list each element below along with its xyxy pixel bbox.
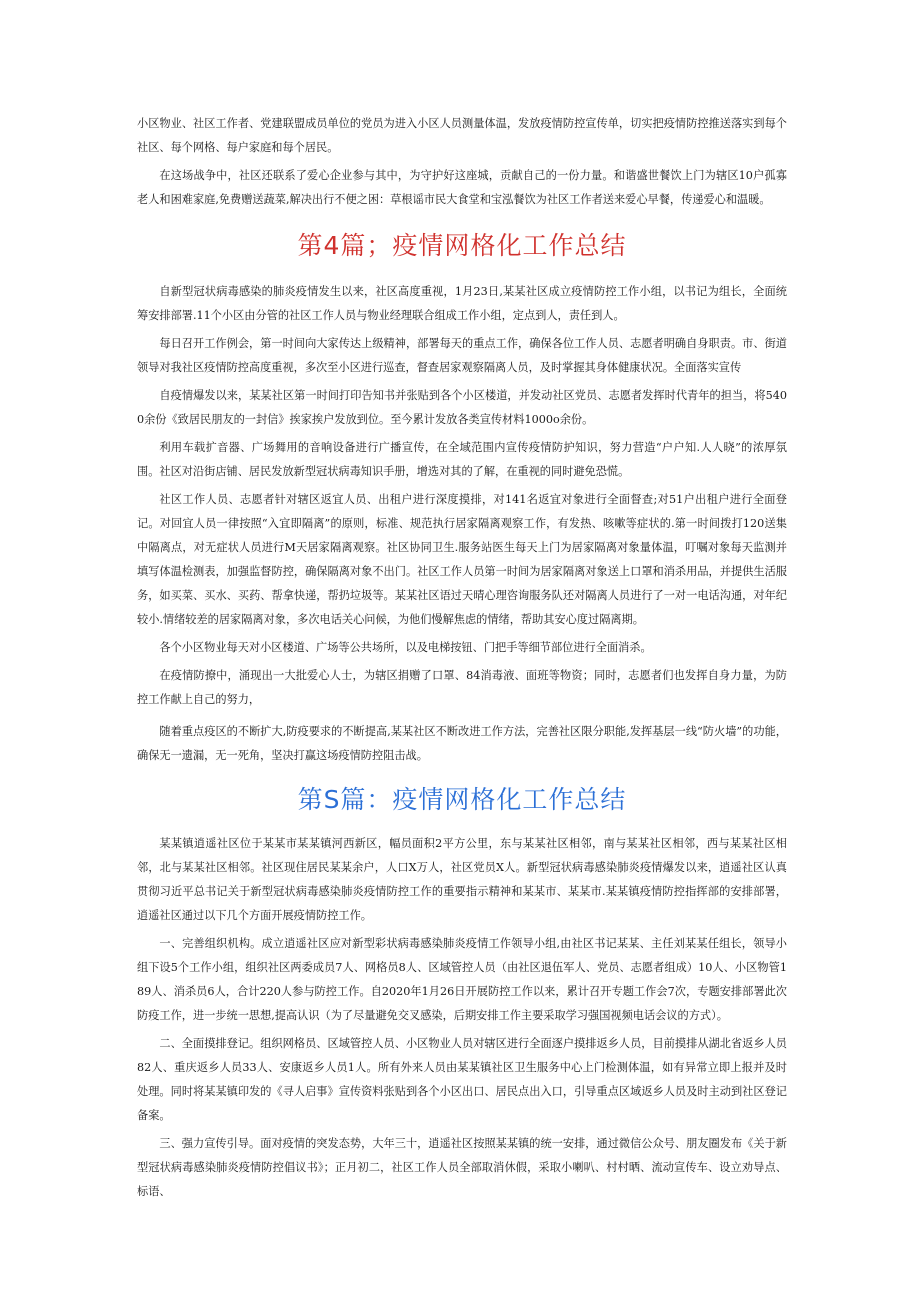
section-4-paragraph: 社区工作人员、志愿者针对辖区返宜人员、出租户进行深度摸排，对141名返宜对象进行全面督查;对51户出租户进行全面登记。对回宜人员一律按照“入宜即隔离”的原则，标准、规范执行居家隔离观察工作，有发热、咳嗽等症状的.第一时间拨打120送集中隔离点，对无症状人员进行M天居家隔离观察。社区协同卫生.服务站医生每天上门为居家隔离对象量体温，叮嘱对象每天监测并填写体温检测表，加强监督防控，确保隔离对象不出门。社区工作人员第一时间为居家隔离对象送上口罩和消杀用品，并提供生活服务，如买菜、买水、买药、帮拿快递，帮扔垃圾等。某某社区语过天晴心理咨询服务队还对隔离人员进行了一对一电话沟通，对年纪较小.情绪较差的居家隔离对象，多次电话关心问候，为他们慢解焦虑的情绪，帮助其安心度过隔离期。 [137, 493, 787, 626]
section-4-paragraph: 各个小区物业每天对小区楼道、广场等公共场所，以及电梯按钮、门把手等细节部位进行全面消杀。 [159, 641, 652, 654]
section-4-paragraph: 每日召开工作例会，第一时间向大家传达上级精神，部署每天的重点工作，确保各位工作人员、志愿者明确自身职责。市、街道领导对我社区疫情防控高度重视，多次至小区进行巡查，督查居家观察隔离人员，及时掌握其身体健康状况。全面落实宣传 [137, 337, 787, 374]
section-5-paragraph: 三、强力宣传引导。面对疫情的突发态势，大年三十，逍遥社区按照某某镇的统一安排，通过微信公众号、朋友圈发布《关于新型冠状病毒感染肺炎疫情防控倡议书》；正月初二，社区工作人员全部取消休假，采取小喇叭、村村晒、流动宣传车、设立劝导点、标语、 [137, 1137, 787, 1198]
section-4-paragraph: 随着重点疫区的不断扩大,防疫要求的不断提高,某某社区不断改进工作方法，完善社区限分职能,发挥基层一线“防火墙”的功能，确保无一遗漏，无一死角，坚决打赢这场疫情防控阻击战。 [137, 725, 787, 762]
intro-paragraph-1: 小区物业、社区工作者、党建联盟成员单位的党员为进入小区人员测量体温，发放疫情防控宣传单，切实把疫情防控推送落实到每个社区、每个网格、每户家庭和每个居民。 [137, 117, 787, 154]
section-4-title: 第4篇；疫情网格化工作总结 [297, 231, 627, 260]
section-4-paragraph: 在疫情防撩中，涌现出一大批爱心人士，为辖区捐赠了口罩、84消毒液、面班等物资；同时，志愿者们也发挥自身力量，为防控工作献上自己的努力， [137, 669, 787, 706]
section-5-paragraph: 二、全面摸排登记。组织网格员、区域管控人员、小区物业人员对辖区进行全面逐户摸排返乡人员，目前摸排从湖北省返乡人员82人、重庆返乡人员33人、安康返乡人员1人。所有外来人员由某某镇社区卫生服务中心上门检测体温，如有异常立即上报并及时处理。同时将某某镇印发的《寻人启事》宣传资料张贴到各个小区出口、居民点出入口，引导重点区域返乡人员及时主动到社区登记备案。 [137, 1037, 787, 1122]
section-4-paragraph: 利用车载扩音器、广场舞用的音响设备进行广播宣传，在全域范围内宣传疫情防护知识，努力营造“户户知.人人晓”的浓厚氛围。社区对沿街店铺、居民发放新型冠状病毒知识手册，增选对其的了解，在重视的同时避免恐慌。 [137, 441, 787, 478]
section-5-paragraph: 某某镇逍遥社区位于某某市某某镇河西新区，幅员面积2平方公里，东与某某社区相邻，南与某某社区相邻，西与某某社区相邻，北与某某社区相邻。社区现住居民某某余户，人口X万人，社区党员X人。新型冠状病毒感染肺炎疫情爆发以来，逍遥社区认真贯彻习近平总书记关于新型冠状病毒感染肺炎疫情防控工作的重要指示精神和某某市、某某市.某某镇疫情防控指挥部的安排部署，逍遥社区通过以下几个方面开展疫情防控工作。 [137, 837, 787, 922]
section-5-paragraph: 一、完善组织机构。成立逍遥社区应对新型彩状病毒感染肺炎疫情工作领导小组,由社区书记某某、主任刘某某任组长，领导小组下设5个工作小组，组织社区两委成员7人、网格员8人、区域管控人员（由社区退伍军人、党员、志愿者组成）10人、小区物管189人、消杀员6人，合计220人参与防控工作。自2020年1月26日开展防控工作以来，累计召开专题工作会7次，专题安排部署此次防疫工作，进一步统一思想,提高认识（为了尽量避免交叉感染，后期安排工作主要采取学习强国视频电话会议的方式）。 [137, 937, 787, 1022]
section-5-title: 第S篇：疫情网格化工作总结 [297, 785, 627, 814]
section-4-paragraph: 自新型冠状病毒感染的肺炎疫情发生以来，社区高度重视，1月23日,某某社区成立疫情防控工作小组，以书记为组长，全面统筹安排部署.11个小区由分管的社区工作人员与物业经理联合组成工作小组，定点到人，责任到人。 [137, 285, 787, 322]
document-page [137, 112, 787, 1204]
section-4-paragraph: 自疫情爆发以来，某某社区第一时间打印告知书并张贴到各个小区楼道，并发动社区党员、志愿者发挥时代青年的担当，将5400余份《致居民朋友的一封信》挨家挨户发放到位。至今累计发放各类宣传材料1000o余份。 [137, 389, 787, 426]
intro-paragraph-2: 在这场战争中，社区还联系了爱心企业参与其中，为守护好这座城，贡献自己的一份力量。和谐盛世餐饮上门为辖区10户孤寡老人和困难家庭,免费赠送蔬菜,解决出行不便之困：草根谣市民大食堂和宝泓餐饮为社区工作者送来爱心早餐，传递爱心和温暖。 [137, 169, 787, 206]
